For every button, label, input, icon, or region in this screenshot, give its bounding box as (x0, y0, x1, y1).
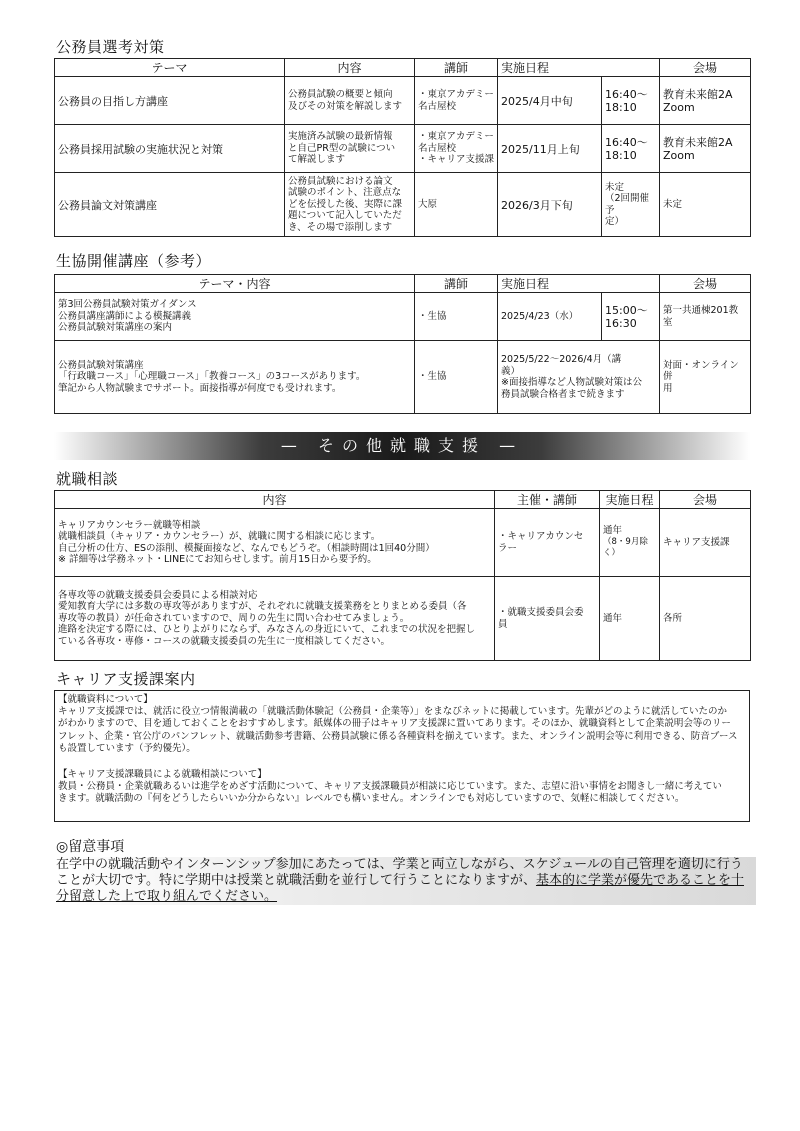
header-date: 実施日程 (498, 59, 660, 77)
table-header-row (55, 491, 751, 509)
header-venue: 会場 (660, 275, 751, 293)
row-venue: 教育未来館2A Zoom (660, 125, 751, 173)
header-organizer: 主催・講師 (495, 491, 600, 509)
table-row (55, 341, 751, 414)
row-time: 16:40～ 18:10 (602, 77, 660, 125)
row-lecturer: ・東京アカデミー 名古屋校 ・キャリア支援課 (415, 125, 498, 173)
table-header-row (55, 59, 751, 77)
row-content: 各専攻等の就職支援委員会委員による相談対応 愛知教育大学には多数の専攻等がありますが、それぞれに就職支援業務をとりまとめる委員（各 専攻等の教員）が任命されていますので、周りの先生に問い合わせてみましょう。 進路を決定する際には、ひとりよがりにならず、みなさんの身近にいて、これまでの状況を把握し ている各専攻・専修・コースの就職支援委員の先生に一度相談してください。 (55, 577, 495, 661)
civil-service-table (54, 58, 751, 237)
row-lecturer: 大原 (415, 173, 498, 237)
header-venue: 会場 (660, 59, 751, 77)
row-time: 15:00～ 16:30 (602, 293, 660, 341)
materials-section (58, 694, 746, 755)
section-title-consultation: 就職相談 (56, 470, 119, 488)
row-venue: 対面・オンライン併 用 (660, 341, 751, 414)
table-row (55, 125, 751, 173)
row-lecturer: ・東京アカデミー 名古屋校 (415, 77, 498, 125)
row-lecturer: ・生協 (415, 341, 498, 414)
section-title-civil-service: 公務員選考対策 (56, 38, 165, 56)
materials-heading: 【就職資料について】 (58, 694, 153, 705)
date-value: 通年 (603, 525, 623, 537)
row-theme: 公務員試験対策講座 「行政職コース」「心理職コース」「教養コース」の3コースがあります。 筆記から人物試験までサポート。面接指導が何度でも受けれます。 (55, 341, 415, 414)
header-date: 実施日程 (600, 491, 660, 509)
row-date: 通年 (600, 577, 660, 661)
row-theme: 公務員採用試験の実施状況と対策 (55, 125, 285, 173)
row-lecturer: ・生協 (415, 293, 498, 341)
table-row (55, 509, 751, 577)
row-content: 公務員試験の概要と傾向 及びその対策を解説します (285, 77, 415, 125)
row-content: 公務員試験における論文 試験のポイント、注意点な どを伝授した後、実際に課 題について記入していただ き、その場で添削します (285, 173, 415, 237)
row-venue: 教育未来館2A Zoom (660, 77, 751, 125)
table-row (55, 173, 751, 237)
notes-title: ◎留意事項 (56, 839, 125, 855)
header-theme: テーマ (55, 59, 285, 77)
notes-section (56, 836, 756, 905)
row-date: 2025/5/22～2026/4月（講 義） ※面接指導など人物試験対策は公 務員試験合格者まで続きます (498, 341, 660, 414)
date-note: （8・9月除く） (603, 536, 648, 559)
header-theme-content: テーマ・内容 (55, 275, 415, 293)
notes-body (56, 857, 756, 905)
row-date (600, 509, 660, 577)
notes-text: 在学中の就職活動やインターンシップ参加にあたっては、学業と両立しながら、スケジュールの自己管理を適切に行うことが大切です。特に学期中は授業と就職活動を並行して行うことになりますが、 (56, 857, 743, 888)
row-time: 未定 （2回開催予 定） (602, 173, 660, 237)
section-title-career-office: キャリア支援課案内 (56, 670, 196, 688)
coop-table (54, 274, 751, 414)
table-row (55, 577, 751, 661)
staff-consult-heading: 【キャリア支援課職員による就職相談について】 (58, 769, 267, 780)
header-venue: 会場 (660, 491, 751, 509)
row-content: キャリアカウンセラー就職等相談 就職相談員（キャリア・カウンセラー）が、就職に関する相談に応じます。 自己分析の仕方、ESの添削、模擬面接など、なんでもどうぞ。（相談時間は1回40分間） ※ 詳細等は学務ネット・LINEにてお知らせします。前月15日から要予約。 (55, 509, 495, 577)
row-theme: 第3回公務員試験対策ガイダンス 公務員講座講師による模擬講義 公務員試験対策講座の案内 (55, 293, 415, 341)
header-date: 実施日程 (498, 275, 660, 293)
row-date: 2025/4月中旬 (498, 77, 602, 125)
row-venue: 各所 (660, 577, 751, 661)
other-support-banner: — その他就職支援 — (54, 432, 750, 460)
row-time: 16:40～ 18:10 (602, 125, 660, 173)
row-venue: 未定 (660, 173, 751, 237)
header-lecturer: 講師 (415, 275, 498, 293)
row-content: 実施済み試験の最新情報 と自己PR型の試験につい て解説します (285, 125, 415, 173)
table-row (55, 77, 751, 125)
row-venue: キャリア支援課 (660, 509, 751, 577)
header-content: 内容 (55, 491, 495, 509)
row-lecturer: ・キャリアカウンセ ラー (495, 509, 600, 577)
staff-consult-body: 教員・公務員・企業就職あるいは進学をめざす活動について、キャリア支援課職員が相談に応じています。また、志望に沿い事情をお聞きし一緒に考えてい きます。就職活動の『何をどうしたらいいか分からない』レベルでも構いません。オンラインでも対応していますので、気軽に相談してください。 (58, 781, 722, 805)
table-header-row (55, 275, 751, 293)
row-lecturer: ・就職支援委員会委 員 (495, 577, 600, 661)
notes-emphasis: 基本的に学業が優先であることを十分留意した上で取り組んでください。 (56, 873, 744, 904)
row-venue: 第一共通棟201教 室 (660, 293, 751, 341)
section-title-coop: 生協開催講座（参考） (56, 252, 212, 270)
row-theme: 公務員の目指し方講座 (55, 77, 285, 125)
row-date: 2025/11月上旬 (498, 125, 602, 173)
row-date: 2025/4/23（水） (498, 293, 602, 341)
staff-consult-section (58, 769, 746, 806)
consultation-table (54, 490, 751, 661)
header-lecturer: 講師 (415, 59, 498, 77)
career-office-box (54, 690, 750, 822)
header-content: 内容 (285, 59, 415, 77)
table-row (55, 293, 751, 341)
row-date: 2026/3月下旬 (498, 173, 602, 237)
row-theme: 公務員論文対策講座 (55, 173, 285, 237)
materials-body: キャリア支援課では、就活に役立つ情報満載の「就職活動体験記（公務員・企業等）」をまなびネットに掲載しています。先輩がどのように就活していたのか がわかりますので、目を通しておくことをおすすめします。紙媒体の冊子はキャリア支援課に置いてあります。そのほか、就職資料として企業説明会等のリー フレット、企業・官公庁のパンフレット、就職活動参考書籍、公務員試験に係る各種資料を揃えています。また、オンライン説明会等に利用できる、防音ブース も設置しています（予約優先）。 (58, 706, 738, 754)
